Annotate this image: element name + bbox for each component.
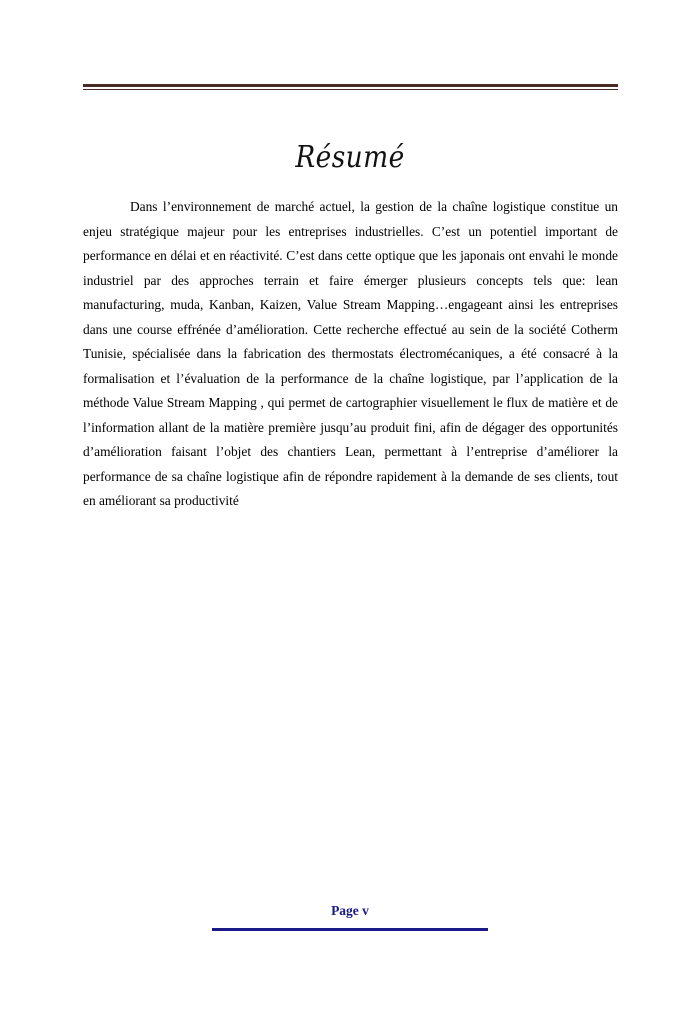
header-rule: [83, 84, 618, 90]
footer-rule: [212, 928, 488, 931]
page-title: Résumé: [295, 140, 405, 175]
page-number: Page v: [331, 903, 369, 918]
summary-paragraph: Dans l’environnement de marché actuel, la gestion de la chaîne logistique constitue un enjeu stratégique majeur pour les entreprises industrielles. C’est un potentiel important de performance en délai et en réactivité. C’est dans cette optique que les japonais ont envahi le monde industriel par des approches terrain et faire émerger plusieurs concepts tels que: lean manufacturing, muda, Kanban, Kaizen, Value Stream Mapping…engageant ainsi les entreprises dans une course effrénée d’amélioration. Cette recherche effectué au sein de la société Cotherm Tunisie, spécialisée dans la fabrication des thermostats électromécaniques, a été consacré à la formalisation et l’évaluation de la performance de la chaîne logistique, par l’application de la méthode Value Stream Mapping , qui permet de cartographier visuellement le flux de matière et de l’information allant de la matière première jusqu’au produit fini, afin de dégager des opportunités d’amélioration faisant l’objet des chantiers Lean, permettant à l’entreprise d’améliorer la performance de sa chaîne logistique afin de répondre rapidement à la demande de ses clients, tout en améliorant sa productivité: [83, 199, 618, 508]
